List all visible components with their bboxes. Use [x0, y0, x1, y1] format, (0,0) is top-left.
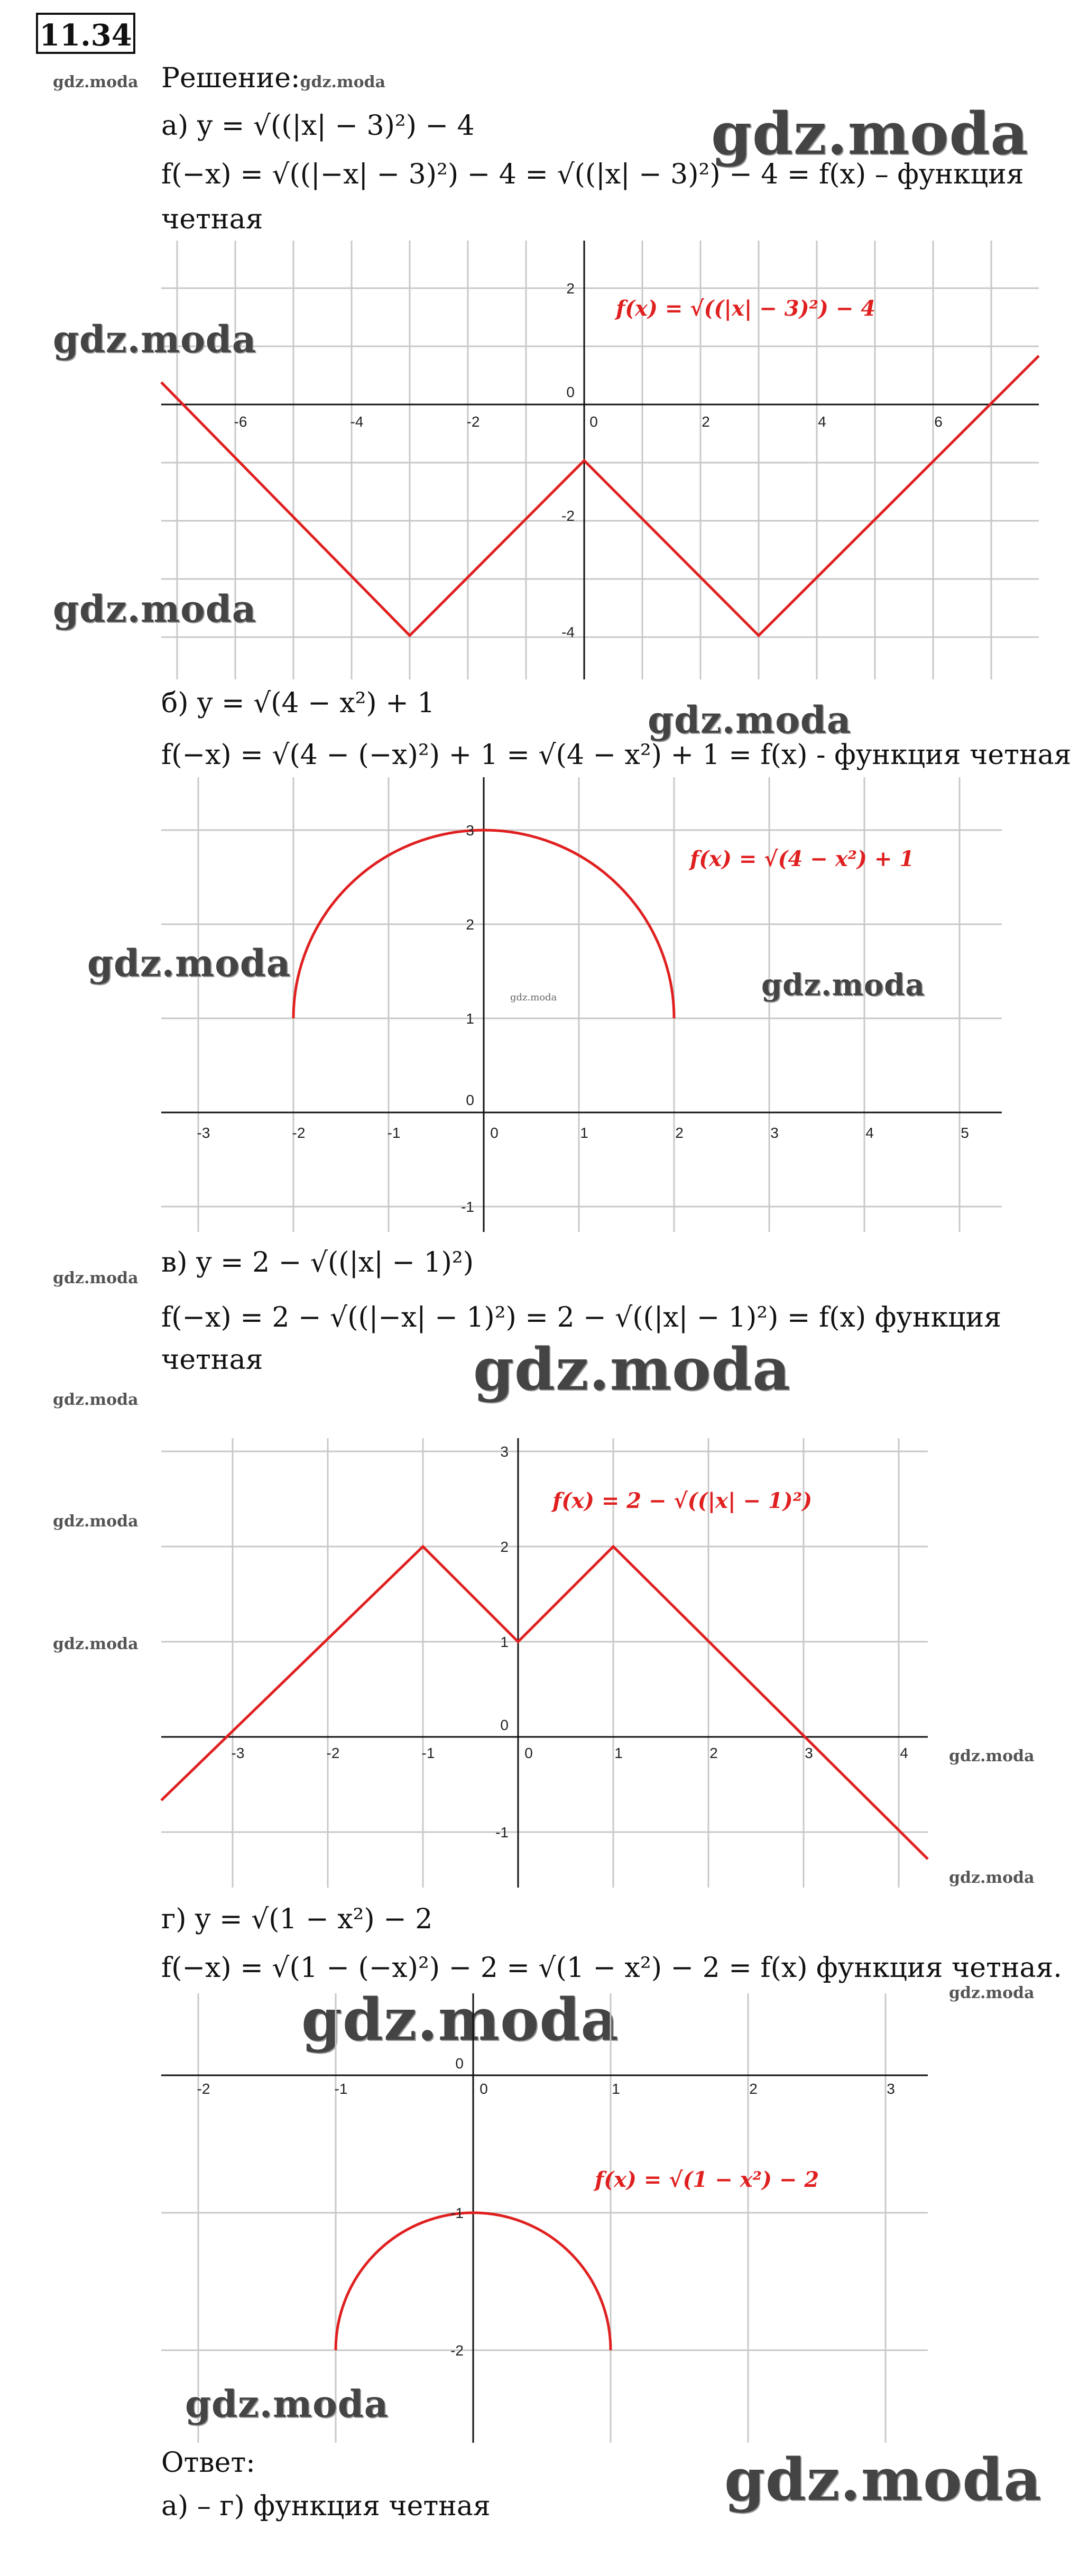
graph-d	[161, 1993, 928, 2443]
watermark: gdz.moda	[949, 1984, 1035, 2002]
graph-b	[161, 777, 1002, 1232]
watermark: gdz.moda	[185, 2382, 389, 2426]
part-d-equation: г) y = √(1 − x²) − 2	[161, 1903, 433, 1935]
x-tick: 4	[900, 1745, 908, 1761]
graph-c-curve	[161, 1547, 928, 1859]
y-tick: -1	[495, 1824, 509, 1841]
x-tick: 6	[934, 413, 943, 430]
watermark: gdz.moda	[761, 968, 925, 1002]
part-a-proof: f(−x) = √((|−x| − 3)²) − 4 = √((|x| − 3)²) − 4 = f(x) – функция	[161, 159, 1024, 190]
part-a-equation: а) y = √((|x| − 3)²) − 4	[161, 110, 475, 142]
graph-c-grid	[161, 1438, 928, 1888]
watermark: gdz.moda	[53, 587, 257, 631]
x-tick: -1	[334, 2081, 348, 2097]
x-tick: 2	[675, 1125, 684, 1141]
x-tick: -2	[466, 413, 480, 430]
x-tick: -1	[421, 1745, 435, 1761]
problem-number: 11.34	[36, 13, 135, 54]
watermark: gdz.moda	[301, 1985, 619, 2054]
watermark: gdz.moda	[949, 1869, 1035, 1887]
graph-a	[161, 241, 1039, 679]
x-tick: 0	[589, 413, 598, 430]
x-tick: 3	[887, 2081, 895, 2097]
x-tick: 2	[749, 2081, 758, 2097]
graph-c-formula: f(x) = 2 − √((|x| − 1)²)	[552, 1488, 813, 1513]
part-a-conclusion: четная	[161, 204, 263, 235]
watermark: gdz.moda	[53, 1391, 139, 1409]
x-tick: -3	[231, 1745, 245, 1761]
watermark: gdz.moda	[53, 1269, 139, 1287]
watermark: gdz.moda	[724, 2445, 1042, 2514]
y-tick: 0	[466, 1092, 474, 1108]
watermark: gdz.moda	[53, 1635, 139, 1653]
y-tick: -1	[461, 1199, 474, 1215]
x-tick: 0	[479, 2081, 488, 2097]
y-tick: -1	[450, 2205, 464, 2221]
watermark: gdz.moda	[87, 941, 291, 985]
x-tick: -4	[350, 413, 364, 430]
y-tick: 2	[466, 916, 474, 933]
y-tick: -2	[561, 508, 575, 524]
y-tick: 0	[500, 1717, 509, 1733]
y-tick: 2	[500, 1539, 509, 1555]
watermark: gdz.moda	[300, 73, 386, 91]
watermark: gdz.moda	[949, 1747, 1035, 1765]
x-tick: 0	[524, 1745, 533, 1761]
y-tick: 0	[455, 2055, 464, 2072]
x-tick: -2	[197, 2081, 210, 2097]
answer-text: а) – г) функция четная	[161, 2490, 491, 2522]
y-tick: 1	[466, 1010, 474, 1027]
y-tick: 1	[500, 1634, 509, 1650]
x-tick: -3	[197, 1125, 210, 1141]
solution-label	[161, 62, 385, 98]
x-tick: -1	[387, 1125, 401, 1141]
graph-c	[161, 1438, 928, 1888]
x-tick: 3	[805, 1745, 813, 1761]
part-c-equation: в) y = 2 − √((|x| − 1)²)	[161, 1247, 474, 1278]
watermark: gdz.moda	[711, 99, 1029, 168]
part-b-equation: б) y = √(4 − x²) + 1	[161, 687, 435, 719]
x-tick: 3	[770, 1125, 779, 1141]
y-tick: 3	[466, 822, 474, 839]
x-tick: 4	[865, 1125, 874, 1141]
x-tick: 1	[614, 1745, 623, 1761]
watermark: gdz.moda	[53, 1512, 139, 1531]
x-tick: -2	[292, 1125, 306, 1141]
watermark: gdz.moda	[53, 73, 139, 91]
x-tick: 1	[580, 1125, 588, 1141]
y-tick: 2	[566, 280, 575, 297]
watermark: gdz.moda	[473, 1335, 791, 1403]
watermark: gdz.moda	[648, 698, 852, 742]
graph-d-grid	[161, 1993, 928, 2443]
x-tick: -6	[234, 413, 247, 430]
part-d-proof: f(−x) = √(1 − (−x)²) − 2 = √(1 − x²) − 2 = f(x) функция четная.	[161, 1952, 1062, 1984]
answer-label: Ответ:	[161, 2447, 255, 2479]
graph-b-grid	[161, 777, 1002, 1232]
x-tick: 2	[702, 413, 710, 430]
graph-a-grid	[161, 241, 1039, 679]
watermark: gdz.moda	[510, 992, 557, 1003]
y-tick: -4	[561, 624, 575, 640]
y-tick: -2	[450, 2342, 464, 2359]
graph-b-formula: f(x) = √(4 − x²) + 1	[690, 847, 915, 871]
watermark: gdz.moda	[53, 317, 257, 361]
part-c-conclusion: четная	[161, 1344, 263, 1376]
x-tick: 4	[818, 413, 826, 430]
part-c-proof: f(−x) = 2 − √((|−x| − 1)²) = 2 − √((|x| − 1)²) = f(x) функция	[161, 1302, 1002, 1333]
part-b-proof: f(−x) = √(4 − (−x)²) + 1 = √(4 − x²) + 1 = f(x) - функция четная	[161, 739, 1072, 771]
x-tick: -2	[326, 1745, 340, 1761]
solution-label-text: Решение:	[161, 62, 300, 94]
graph-d-formula: f(x) = √(1 − x²) − 2	[595, 2167, 819, 2192]
y-tick: 0	[566, 384, 575, 400]
x-tick: 5	[961, 1125, 969, 1141]
y-tick: 3	[500, 1443, 509, 1460]
x-tick: 1	[612, 2081, 620, 2097]
graph-a-formula: f(x) = √((|x| − 3)²) − 4	[616, 296, 876, 321]
x-tick: 2	[709, 1745, 718, 1761]
x-tick: 0	[490, 1125, 499, 1141]
